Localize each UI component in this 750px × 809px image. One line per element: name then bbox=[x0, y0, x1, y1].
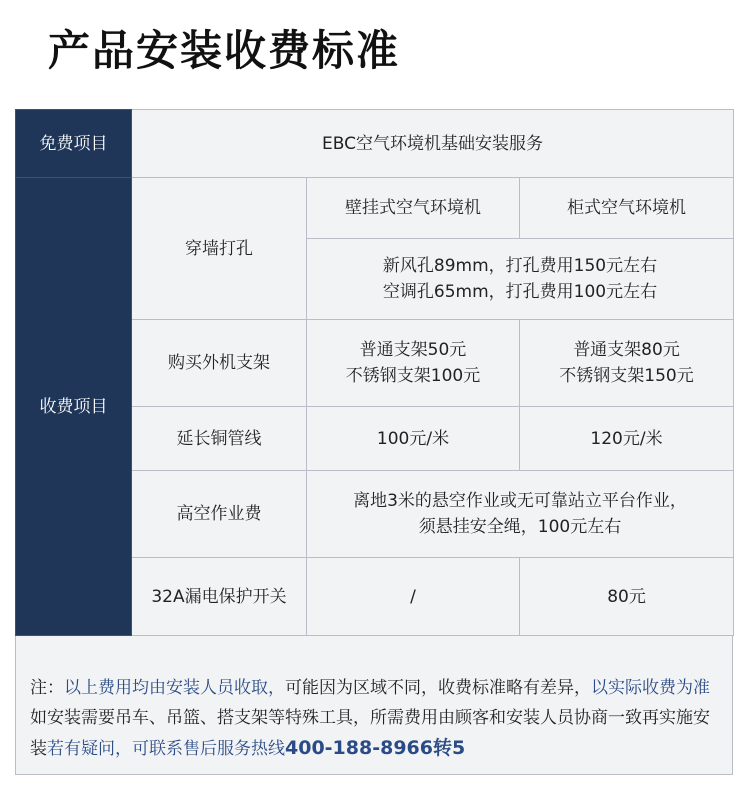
table-row-header bbox=[16, 178, 734, 239]
note-prefix: 注： bbox=[30, 678, 64, 698]
row-item-breaker: 32A漏电保护开关 bbox=[132, 558, 307, 636]
charge-category-label: 收费项目 bbox=[16, 178, 132, 636]
bracket-cabinet-line-1: 普通支架80元 bbox=[573, 340, 680, 360]
breaker-price-wall: / bbox=[307, 558, 520, 636]
fee-table bbox=[15, 109, 734, 636]
note-text-2: 如安装需要吊车、吊篮、搭支架等特殊工具，所需费用由顾客和安装人员协商一致再实施安装 bbox=[30, 708, 710, 759]
bracket-wall-line-2: 不锈钢支架100元 bbox=[345, 366, 481, 386]
drilling-price bbox=[307, 239, 734, 320]
high-altitude-price bbox=[307, 471, 734, 558]
copper-price-wall: 100元/米 bbox=[307, 407, 520, 471]
bracket-cabinet-line-2: 不锈钢支架150元 bbox=[559, 366, 694, 386]
row-item-high-altitude: 高空作业费 bbox=[132, 471, 307, 558]
copper-price-cabinet: 120元/米 bbox=[520, 407, 734, 471]
free-category-label: 免费项目 bbox=[16, 110, 132, 178]
column-header-wall: 壁挂式空气环境机 bbox=[307, 178, 520, 239]
high-altitude-line-2: 须悬挂安全绳，100元左右 bbox=[418, 517, 622, 537]
footnote bbox=[30, 673, 725, 764]
note-highlight-2: 以实际收费为准 bbox=[591, 678, 710, 698]
row-item-copper: 延长铜管线 bbox=[132, 407, 307, 471]
table-row-free bbox=[16, 110, 734, 178]
service-hotline: 400-188-8966转5 bbox=[285, 737, 466, 759]
note-highlight-1: 以上费用均由安装人员收取， bbox=[64, 678, 285, 698]
drilling-price-line-1: 新风孔89mm，打孔费用150元左右 bbox=[382, 256, 658, 276]
note-text-1: 可能因为区域不同，收费标准略有差异， bbox=[285, 678, 591, 698]
high-altitude-line-1: 离地3米的悬空作业或无可靠站立平台作业， bbox=[353, 491, 687, 511]
drilling-price-line-2: 空调孔65mm，打孔费用100元左右 bbox=[382, 282, 658, 302]
page-title: 产品安装收费标准 bbox=[48, 26, 401, 75]
row-item-bracket: 购买外机支架 bbox=[132, 320, 307, 407]
breaker-price-cabinet: 80元 bbox=[520, 558, 734, 636]
note-highlight-3: 若有疑问，可联系售后服务热线 bbox=[47, 739, 285, 759]
bracket-price-wall bbox=[307, 320, 520, 407]
bracket-price-cabinet bbox=[520, 320, 734, 407]
bracket-wall-line-1: 普通支架50元 bbox=[359, 340, 467, 360]
free-content: EBC空气环境机基础安装服务 bbox=[132, 110, 734, 178]
column-header-cabinet: 柜式空气环境机 bbox=[520, 178, 734, 239]
row-item-drilling: 穿墙打孔 bbox=[132, 178, 307, 320]
